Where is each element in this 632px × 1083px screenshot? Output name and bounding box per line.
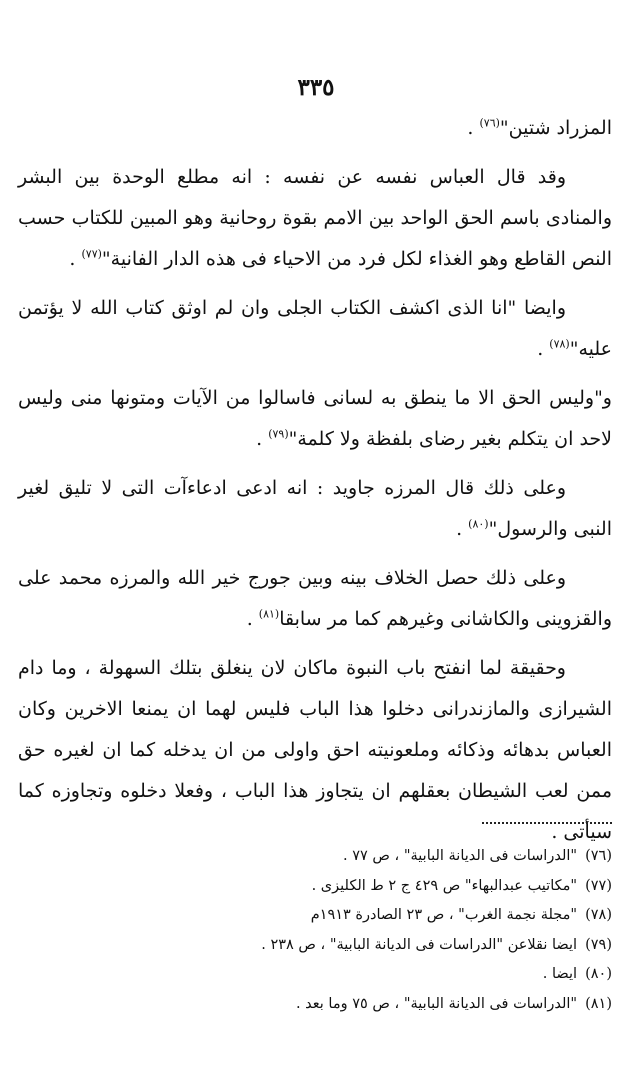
footnote-number: (٧٨) (585, 907, 612, 923)
footnote-item (18, 901, 612, 931)
footnote-reference: (٧٩) (268, 427, 289, 441)
footnote-item (18, 960, 612, 990)
paragraph-text: وعلى ذلك قال المرزه جاويد : انه ادعى ادعاءآت التى لا تليق لغير النبى والرسول" (18, 477, 612, 540)
footnote-item (18, 842, 612, 872)
paragraph (18, 558, 612, 640)
footnote-text: ايضا نقلاعن "الدراسات فى الديانة البابية" ، ص ٢٣٨ . (261, 936, 578, 953)
paragraph-text: و"وليس الحق الا ما ينطق به لسانى فاسالوا من الآيات ومتونها منى وليس لاحد ان يتكلم بغير رضاى بلفظة ولا كلمة" (18, 387, 612, 450)
footnote-item (18, 931, 612, 961)
paragraph-text: وحقيقة لما انفتح باب النبوة ماكان لان ينغلق بتلك السهولة ، وما دام الشيرازى والمازندرانى دخلوا هذا الباب فليس لهما ان يمنعا الاخرين وكان العباس بدهائه وذكائه وملعونيته احق واولى من ان يدخله كما ان لغيره حق ممن لعب الشيطان بعقلهم ان يتجاوز هذا الباب ، وفعلا دخلوه وتجاوزه كما سيأتى . (18, 657, 612, 843)
paragraph-tail: . (256, 428, 269, 450)
paragraph (18, 378, 612, 460)
paragraph-text: وايضا "انا الذى اكشف الكتاب الجلى وان لم اوثق كتاب الله لا يؤتمن عليه" (18, 297, 612, 360)
footnote-text: "الدراسات فى الديانة البابية" ، ص ٧٥ وما بعد . (295, 995, 578, 1012)
paragraph (18, 288, 612, 370)
paragraph (18, 157, 612, 280)
paragraph-tail: . (467, 117, 480, 139)
body-text (18, 108, 612, 861)
footnote-divider (482, 822, 612, 824)
paragraph-text: المزراد شتين" (499, 117, 612, 139)
footnote-item (18, 990, 612, 1020)
footnote-reference: (٧٧) (81, 247, 102, 261)
paragraph-continuation (18, 108, 612, 149)
paragraph-tail: . (456, 518, 469, 540)
footnote-reference: (٨٠) (468, 517, 489, 531)
footnote-text: "مكاتيب عبدالبهاء" ص ٤٢٩ ج ٢ ط الكليزى . (311, 877, 578, 894)
footnote-number: (٧٧) (585, 877, 612, 894)
footnote-number: (٨١) (585, 995, 612, 1012)
footnote-text: "مجلة نجمة الغرب" ، ص ٢٣ الصادرة ١٩١٣م (310, 907, 578, 923)
paragraph-tail: . (537, 338, 550, 360)
footnote-number: (٧٦) (585, 848, 612, 864)
paragraph-tail: . (246, 608, 259, 630)
footnote-reference: (٧٦) (479, 116, 500, 130)
footnote-text: "الدراسات فى الديانة البابية" ، ص ٧٧ . (343, 848, 578, 864)
footnote-reference: (٧٨) (549, 337, 570, 351)
footnote-number: (٨٠) (585, 966, 612, 982)
footnote-text: ايضا . (542, 966, 578, 982)
paragraph-text: وعلى ذلك حصل الخلاف بينه وبين جورج خير الله والمرزه محمد على والقزوينى والكاشانى وغيرهم كما مر سابقا (18, 567, 612, 630)
footnote-reference: (٨١) (258, 607, 280, 621)
page-number: ٣٣٥ (297, 74, 335, 101)
paragraph-text: وقد قال العباس نفسه عن نفسه : انه مطلع الوحدة بين البشر والمنادى باسم الحق الواحد بين الامم بقوة روحانية وهو المبين للكتاب حسب النص القاطع وهو الغذاء لكل فرد من الاحياء فى هذه الدار الفانية" (18, 166, 612, 270)
footnote-item (18, 872, 612, 902)
paragraph-tail: . (69, 248, 82, 270)
footnotes-list (18, 842, 612, 1019)
paragraph (18, 468, 612, 550)
footnote-number: (٧٩) (585, 936, 612, 953)
